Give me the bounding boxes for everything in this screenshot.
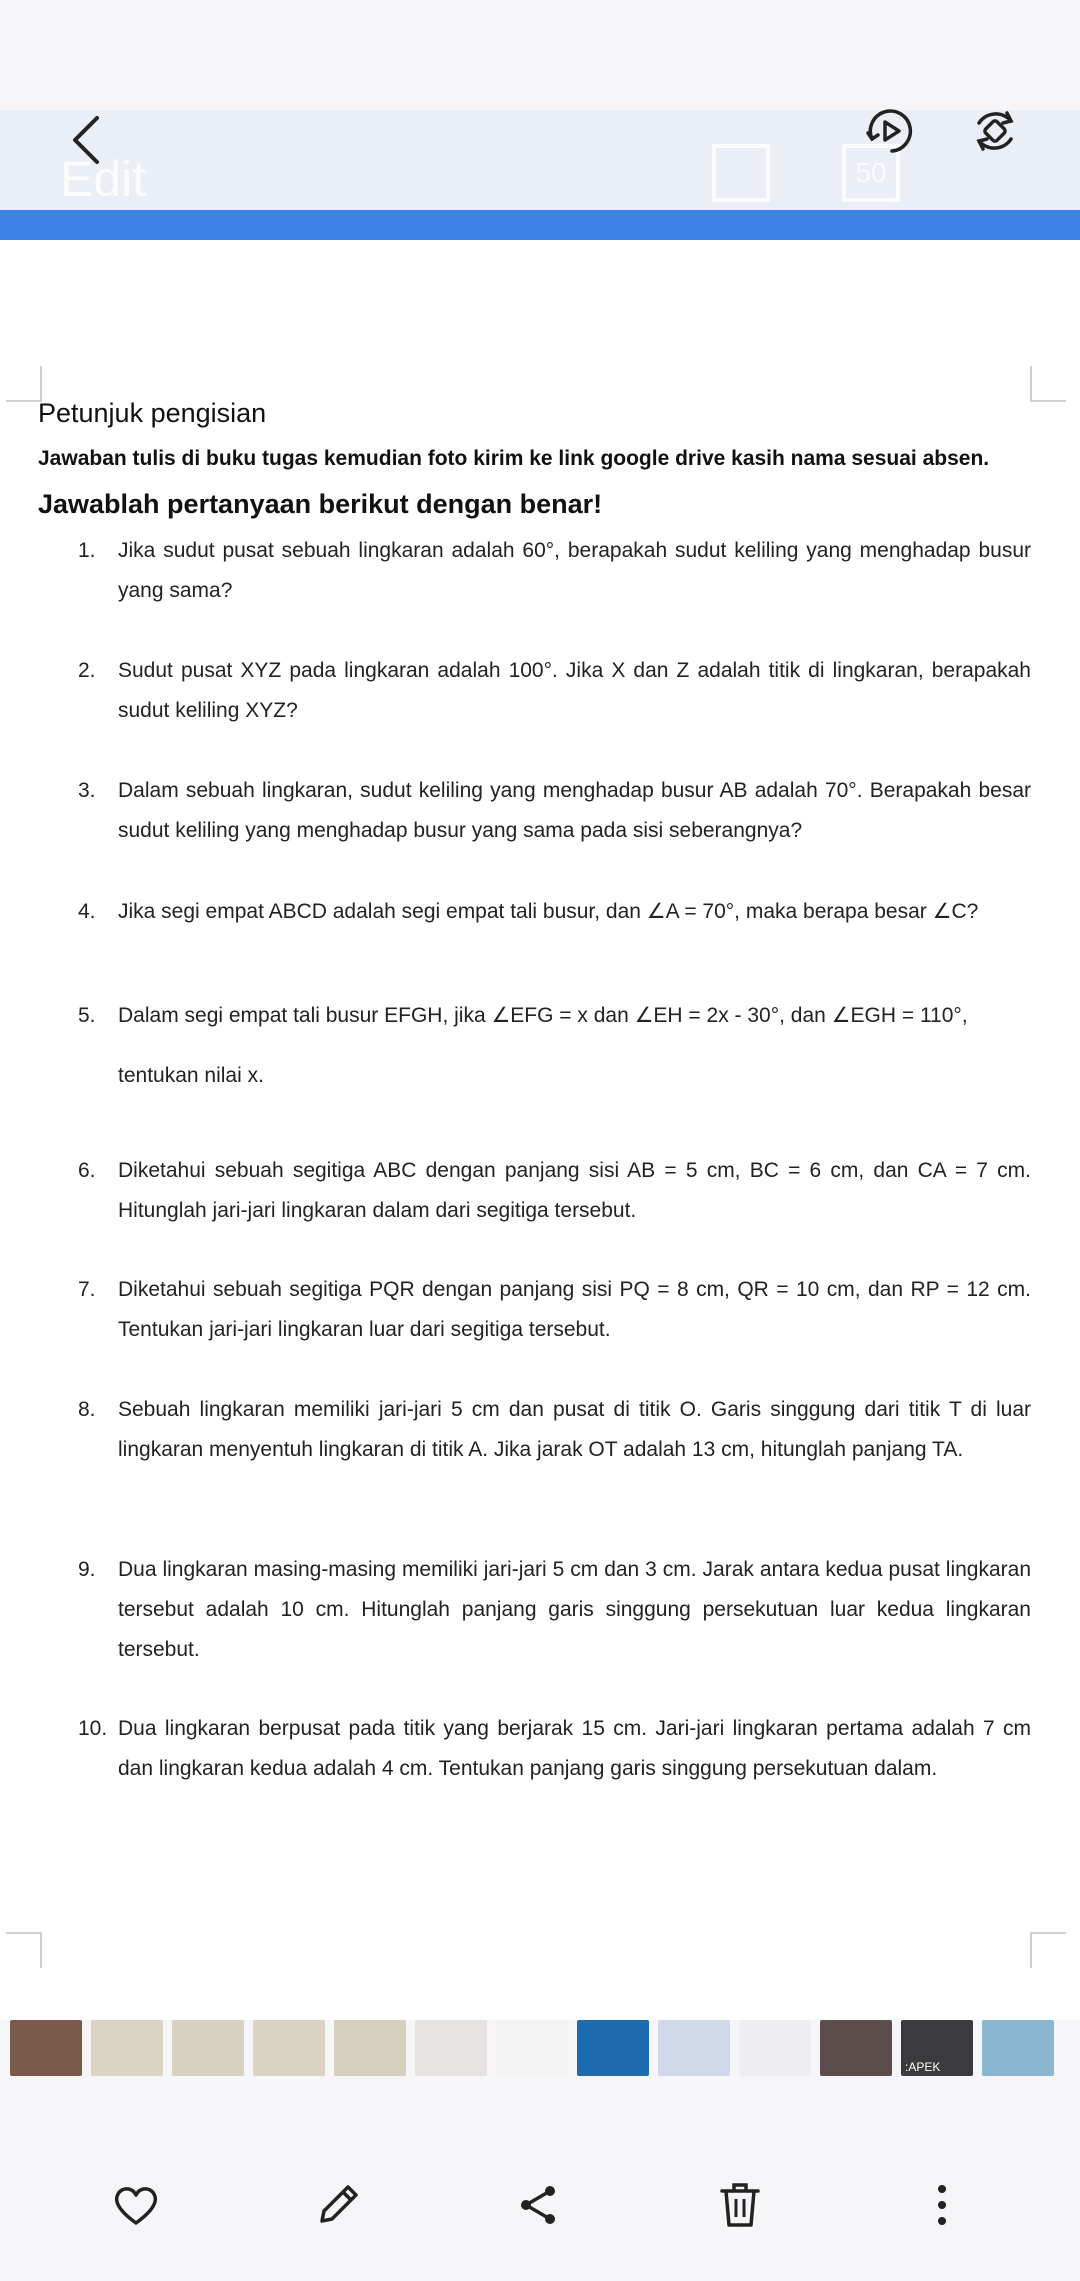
question-text: Diketahui sebuah segitiga PQR dengan panjang sisi PQ = 8 cm, QR = 10 cm, dan RP = 12 cm. Tentukan jari-jari lingkaran luar dari segitiga tersebut. (118, 1278, 1031, 1341)
bottom-action-bar (0, 2150, 1080, 2260)
more-vertical-icon (914, 2177, 970, 2233)
thumbnail-5[interactable] (334, 2020, 406, 2076)
thumbnail-strip (0, 2020, 1080, 2078)
question-text: Sudut pusat XYZ pada lingkaran adalah 100°. Jika X dan Z adalah titik di lingkaran, berapakah sudut keliling XYZ? (118, 659, 1031, 722)
question-number: 9. (78, 1558, 96, 1581)
question-3 (78, 771, 1031, 851)
thumbnail-13[interactable] (982, 2020, 1054, 2076)
accent-strip (0, 210, 1080, 240)
question-text: Jika segi empat ABCD adalah segi empat tali busur, dan ∠A = 70°, maka berapa besar ∠C? (118, 900, 979, 923)
thumbnail-1[interactable] (10, 2020, 82, 2076)
question-text: Diketahui sebuah segitiga ABC dengan panjang sisi AB = 5 cm, BC = 6 cm, dan CA = 7 cm. Hitunglah jari-jari lingkaran dalam dari segitiga tersebut. (118, 1159, 1031, 1222)
thumbnail-7[interactable] (496, 2020, 568, 2076)
share-button[interactable] (488, 2150, 588, 2260)
viewer-top-bar (0, 110, 1080, 210)
question-text: Sebuah lingkaran memiliki jari-jari 5 cm dan pusat di titik O. Garis singgung dari titik T di luar lingkaran menyentuh lingkaran di titik A. Jika jarak OT adalah 13 cm, hitunglah panjang TA. (118, 1398, 1031, 1461)
ghost-badge-label: 50 (855, 157, 887, 188)
doc-heading: Petunjuk pengisian (38, 398, 267, 428)
trash-icon (712, 2177, 768, 2233)
question-number: 10. (78, 1717, 108, 1740)
question-6 (78, 1151, 1031, 1231)
thumbnail-11[interactable] (820, 2020, 892, 2076)
doc-instruction: Jawaban tulis di buku tugas kemudian foto kirim ke link google drive kasih nama sesuai absen. (38, 447, 990, 470)
thumbnail-9[interactable] (658, 2020, 730, 2076)
crop-corner-top-left (6, 366, 42, 402)
thumbnail-2[interactable] (91, 2020, 163, 2076)
share-icon (510, 2177, 566, 2233)
question-number: 6. (78, 1159, 96, 1182)
ghost-edit-label: Edit (60, 151, 147, 207)
question-number: 3. (78, 779, 96, 802)
question-text: Dua lingkaran masing-masing memiliki jari-jari 5 cm dan 3 cm. Jarak antara kedua pusat lingkaran tersebut adalah 10 cm. Hitunglah panjang garis singgung persekutuan luar kedua lingkaran tersebut. (118, 1558, 1031, 1661)
question-10 (78, 1709, 1031, 1789)
document-image[interactable] (0, 240, 1080, 2020)
question-text: tentukan nilai x. (118, 1064, 264, 1087)
question-9 (78, 1550, 1031, 1670)
question-text: Dua lingkaran berpusat pada titik yang berjarak 15 cm. Jari-jari lingkaran pertama adalah 7 cm dan lingkaran kedua adalah 4 cm. Tentukan panjang garis singgung persekutuan dalam. (118, 1717, 1031, 1780)
motion-photo-button[interactable] (855, 96, 925, 166)
pencil-icon (310, 2177, 366, 2233)
question-text: Jika sudut pusat sebuah lingkaran adalah 60°, berapakah sudut keliling yang menghadap busur yang sama? (118, 539, 1031, 602)
question-text: Dalam segi empat tali busur EFGH, jika ∠EFG = x dan ∠EH = 2x - 30°, dan ∠EGH = 110°, (118, 1004, 968, 1027)
thumbnail-4[interactable] (253, 2020, 325, 2076)
thumbnail-label: :APEK (905, 2060, 941, 2074)
ghost-grid-icon (712, 144, 770, 202)
more-options-button[interactable] (892, 2150, 992, 2260)
crop-corner-bottom-right (1030, 1932, 1066, 1968)
crop-corner-bottom-left (6, 1932, 42, 1968)
thumbnail-8[interactable] (577, 2020, 649, 2076)
thumbnail-10[interactable] (739, 2020, 811, 2076)
question-1 (78, 531, 1031, 611)
question-number: 2. (78, 659, 96, 682)
question-4 (78, 892, 1031, 932)
crop-corner-top-right (1030, 366, 1066, 402)
question-number: 7. (78, 1278, 96, 1301)
back-button[interactable] (52, 90, 122, 190)
question-2 (78, 651, 1031, 731)
question-8 (78, 1390, 1031, 1470)
thumbnail-6[interactable] (415, 2020, 487, 2076)
question-5-continued (78, 1056, 1031, 1096)
favorite-button[interactable] (86, 2150, 186, 2260)
play-rotate-icon (862, 103, 918, 159)
doc-subheading: Jawablah pertanyaan berikut dengan benar! (38, 489, 603, 519)
question-text: Dalam sebuah lingkaran, sudut keliling yang menghadap busur AB adalah 70°. Berapakah besar sudut keliling yang menghadap busur yang sama pada sisi seberangnya? (118, 779, 1031, 842)
question-number: 8. (78, 1398, 96, 1421)
question-number: 1. (78, 539, 96, 562)
question-5 (78, 996, 1031, 1036)
auto-rotate-button[interactable] (960, 96, 1030, 166)
question-number: 4. (78, 900, 96, 923)
delete-button[interactable] (690, 2150, 790, 2260)
edit-button[interactable] (288, 2150, 388, 2260)
heart-icon (108, 2177, 164, 2233)
question-number: 5. (78, 1004, 96, 1027)
thumbnail-12[interactable] (901, 2020, 973, 2076)
chevron-left-icon (67, 110, 107, 170)
question-7 (78, 1270, 1031, 1350)
thumbnail-3[interactable] (172, 2020, 244, 2076)
rotate-lock-icon (967, 103, 1023, 159)
